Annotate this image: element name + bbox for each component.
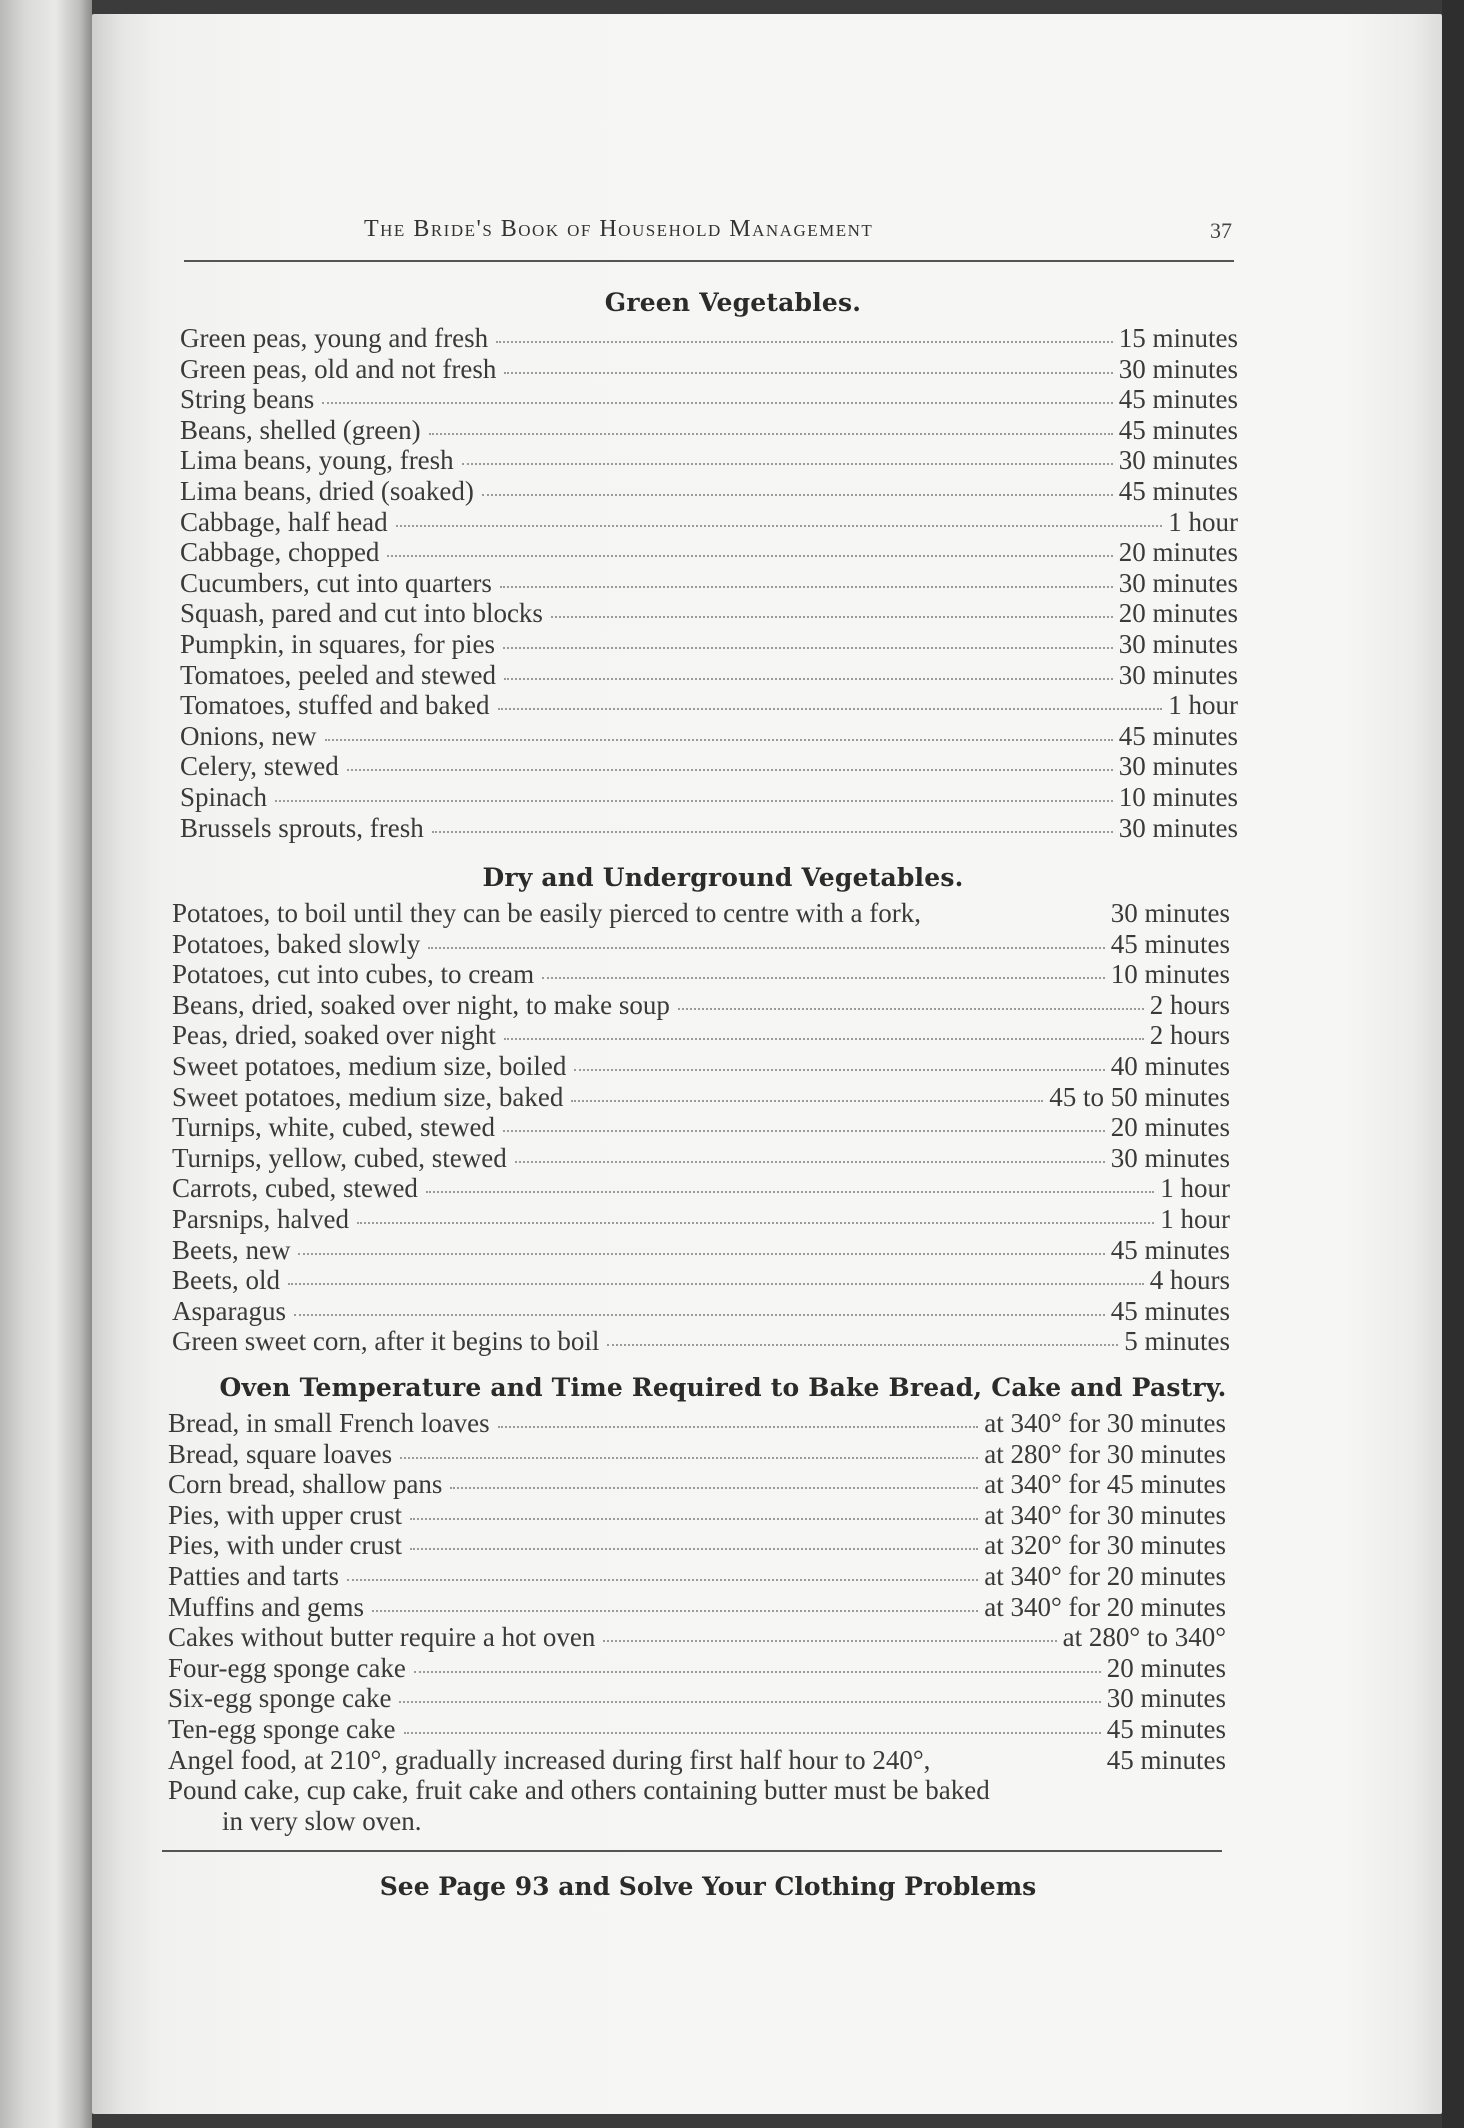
timetable-row (172, 1235, 1230, 1266)
row-value: 30 minutes (1118, 567, 1238, 598)
row-value: 30 minutes (1118, 659, 1238, 690)
leader-dots (322, 390, 1113, 404)
leader-dots (498, 1414, 979, 1428)
timetable-row (172, 1082, 1230, 1113)
row-label: Corn bread, shallow pans (168, 1469, 443, 1500)
row-value: 45 minutes (1110, 1295, 1230, 1326)
leader-dots (426, 1179, 1154, 1193)
book-cover-edge (1442, 0, 1464, 2128)
row-value: 20 minutes (1106, 1652, 1226, 1683)
timetable-row (180, 507, 1238, 538)
leader-dots (607, 1332, 1118, 1346)
row-label: Green peas, old and not fresh (180, 353, 497, 384)
row-label: Celery, stewed (180, 751, 339, 782)
leader-dots (498, 696, 1163, 710)
row-label: Lima beans, dried (soaked) (180, 475, 474, 506)
page-number: 37 (1210, 218, 1232, 243)
row-label: Green peas, young and fresh (180, 323, 489, 353)
leader-dots (347, 1567, 978, 1581)
row-label: Pumpkin, in squares, for pies (180, 628, 495, 659)
timetable-row (172, 1020, 1230, 1051)
leader-dots (404, 1720, 1101, 1734)
row-label: Potatoes, baked slowly (172, 928, 421, 959)
timetable-row (168, 1561, 1226, 1592)
row-label: Beets, new (172, 1234, 291, 1265)
row-value: at 340° for 45 minutes (984, 1469, 1226, 1500)
row-label: Ten-egg sponge cake (168, 1713, 396, 1744)
baking-note (168, 1775, 1226, 1836)
row-label: Onions, new (180, 720, 317, 751)
leader-dots (347, 757, 1113, 771)
row-label: Lima beans, young, fresh (180, 445, 454, 476)
row-value: 1 hour (1168, 506, 1238, 537)
leader-dots (542, 965, 1105, 979)
leader-dots (504, 666, 1113, 680)
timetable-row (180, 415, 1238, 446)
leader-dots (357, 1210, 1154, 1224)
row-label: Four-egg sponge cake (168, 1652, 406, 1683)
row-label: Asparagus (172, 1295, 286, 1326)
row-value: at 320° for 30 minutes (984, 1530, 1226, 1561)
leader-dots (503, 1118, 1105, 1132)
timetable-row (172, 1112, 1230, 1143)
row-label: Tomatoes, stuffed and baked (180, 690, 490, 721)
leader-dots (387, 543, 1112, 557)
row-value: 2 hours (1149, 989, 1230, 1020)
leader-dots (603, 1628, 1056, 1642)
row-value: 30 minutes (1118, 628, 1238, 659)
baking-note-line-1: Pound cake, cup cake, fruit cake and others containing butter must be baked (168, 1775, 990, 1806)
row-value: 30 minutes (1106, 1683, 1226, 1714)
row-value: at 280° to 340° (1062, 1622, 1226, 1653)
leader-dots (298, 1241, 1104, 1255)
leader-dots (429, 421, 1113, 435)
leader-dots (288, 1271, 1144, 1285)
timetable-row (172, 1173, 1230, 1204)
row-label: Sweet potatoes, medium size, baked (172, 1081, 564, 1112)
row-label: Brussels sprouts, fresh (180, 812, 424, 843)
row-value: 30 minutes (1118, 812, 1238, 843)
row-value: 1 hour (1160, 1204, 1230, 1235)
row-value: 15 minutes (1118, 323, 1238, 353)
row-value: 45 minutes (1110, 928, 1230, 959)
timetable-row (172, 929, 1230, 960)
row-label: Muffins and gems (168, 1591, 364, 1622)
leader-dots (503, 635, 1113, 649)
timetable-row (168, 1469, 1226, 1500)
leader-dots (400, 1445, 978, 1459)
leader-dots (500, 574, 1113, 588)
row-label: Cabbage, chopped (180, 537, 380, 568)
timetable-row (168, 1622, 1226, 1653)
green-vegetables-list (180, 323, 1238, 843)
timetable-row (168, 1408, 1226, 1439)
row-value: 30 minutes (1118, 353, 1238, 384)
row-label: Angel food, at 210°, gradually increased during first half hour to 240°, (168, 1744, 931, 1775)
row-value: 45 minutes (1118, 475, 1238, 506)
row-label: Carrots, cubed, stewed (172, 1173, 418, 1204)
row-label: Pies, with upper crust (168, 1499, 402, 1530)
leader-dots (504, 1026, 1144, 1040)
page-content (168, 210, 1238, 1901)
timetable-row (180, 629, 1238, 660)
footer-advert: See Page 93 and Solve Your Clothing Problems (379, 1872, 1037, 1902)
section-heading-green-vegetables: Green Vegetables. (604, 288, 862, 317)
timetable-row (172, 1296, 1230, 1327)
row-label: Beans, shelled (green) (180, 414, 421, 445)
timetable-row (180, 690, 1238, 721)
leader-dots (396, 513, 1163, 527)
leader-dots (410, 1536, 978, 1550)
row-label: String beans (180, 384, 315, 415)
row-label: Beans, dried, soaked over night, to make soup (172, 989, 670, 1020)
row-value: 10 minutes (1110, 959, 1230, 990)
row-value: 10 minutes (1118, 781, 1238, 812)
row-label: Pies, with under crust (168, 1530, 402, 1561)
leader-dots (275, 788, 1113, 802)
row-label: Spinach (180, 781, 267, 812)
row-label: Bread, square loaves (168, 1438, 393, 1469)
timetable-row (180, 721, 1238, 752)
row-label: Bread, in small French loaves (168, 1408, 490, 1438)
row-label: Sweet potatoes, medium size, boiled (172, 1051, 567, 1082)
row-label: Beets, old (172, 1265, 280, 1296)
leader-dots (410, 1506, 978, 1520)
timetable-row (172, 990, 1230, 1021)
row-label: Patties and tarts (168, 1560, 339, 1591)
row-value: 30 minutes (1110, 898, 1230, 929)
timetable-row (168, 1592, 1226, 1623)
leader-dots (325, 727, 1113, 741)
row-label: Turnips, white, cubed, stewed (172, 1112, 495, 1143)
leader-dots (428, 935, 1105, 949)
dry-vegetables-list (172, 898, 1230, 1357)
leader-dots (294, 1302, 1105, 1316)
timetable-row (168, 1439, 1226, 1470)
row-value: 5 minutes (1124, 1326, 1230, 1357)
timetable-row (168, 1745, 1226, 1776)
timetable-row (168, 1530, 1226, 1561)
row-value: 45 to 50 minutes (1049, 1081, 1230, 1112)
timetable-row (172, 1204, 1230, 1235)
oven-temperature-list (168, 1408, 1226, 1775)
leader-dots (938, 1753, 1100, 1765)
row-label: Six-egg sponge cake (168, 1683, 392, 1714)
leader-dots (678, 996, 1144, 1010)
timetable-row (168, 1653, 1226, 1684)
row-value: 4 hours (1149, 1265, 1230, 1296)
leader-dots (571, 1088, 1043, 1102)
running-title: The Bride's Book of Household Management (364, 216, 874, 242)
timetable-row (180, 476, 1238, 507)
row-label: Potatoes, cut into cubes, to cream (172, 959, 535, 990)
section-heading-oven-temperature: Oven Temperature and Time Required to Bake Bread, Cake and Pastry. (219, 1373, 1227, 1402)
row-label: Cabbage, half head (180, 506, 388, 537)
timetable-row (172, 1265, 1230, 1296)
timetable-row (168, 1500, 1226, 1531)
timetable-row (180, 537, 1238, 568)
timetable-row (172, 1143, 1230, 1174)
leader-dots (504, 360, 1112, 374)
leader-dots (482, 482, 1113, 496)
timetable-row (180, 782, 1238, 813)
baking-note-line-2: in very slow oven. (222, 1805, 422, 1836)
leader-dots (372, 1598, 978, 1612)
row-value: 40 minutes (1110, 1051, 1230, 1082)
timetable-row (168, 1714, 1226, 1745)
row-label: Parsnips, halved (172, 1204, 349, 1235)
timetable-row (180, 568, 1238, 599)
leader-dots (515, 1149, 1105, 1163)
row-value: 45 minutes (1106, 1744, 1226, 1775)
row-value: at 340° for 30 minutes (984, 1408, 1226, 1438)
row-value: 45 minutes (1118, 384, 1238, 415)
timetable-row (172, 898, 1230, 929)
leader-dots (551, 604, 1113, 618)
row-value: 20 minutes (1118, 598, 1238, 629)
row-value: 2 hours (1149, 1020, 1230, 1051)
row-value: 20 minutes (1110, 1112, 1230, 1143)
leader-dots (574, 1057, 1104, 1071)
row-value: 30 minutes (1118, 445, 1238, 476)
row-label: Peas, dried, soaked over night (172, 1020, 496, 1051)
leader-dots (462, 451, 1113, 465)
timetable-row (180, 751, 1238, 782)
timetable-row (180, 660, 1238, 691)
row-label: Tomatoes, peeled and stewed (180, 659, 496, 690)
leader-dots (496, 329, 1113, 343)
row-value: 30 minutes (1110, 1142, 1230, 1173)
row-label: Squash, pared and cut into blocks (180, 598, 543, 629)
row-label: Green sweet corn, after it begins to boil (172, 1326, 600, 1357)
timetable-row (168, 1683, 1226, 1714)
row-label: Turnips, yellow, cubed, stewed (172, 1142, 507, 1173)
row-value: 45 minutes (1118, 414, 1238, 445)
book-gutter (0, 0, 92, 2128)
timetable-row (172, 1326, 1230, 1357)
leader-dots (414, 1659, 1101, 1673)
footer-rule (162, 1850, 1222, 1852)
row-label: Cucumbers, cut into quarters (180, 567, 492, 598)
row-value: at 280° for 30 minutes (984, 1438, 1226, 1469)
row-value: 1 hour (1160, 1173, 1230, 1204)
timetable-row (180, 445, 1238, 476)
timetable-row (180, 354, 1238, 385)
timetable-row (172, 959, 1230, 990)
leader-dots (432, 819, 1113, 833)
row-value: at 340° for 20 minutes (984, 1560, 1226, 1591)
timetable-row (172, 1051, 1230, 1082)
row-value: at 340° for 30 minutes (984, 1499, 1226, 1530)
row-value: 20 minutes (1118, 537, 1238, 568)
row-value: 45 minutes (1110, 1234, 1230, 1265)
running-header (184, 210, 1234, 262)
row-value: 45 minutes (1118, 720, 1238, 751)
row-value: 1 hour (1168, 690, 1238, 721)
timetable-row (180, 813, 1238, 844)
row-value: 45 minutes (1106, 1713, 1226, 1744)
row-value: at 340° for 20 minutes (984, 1591, 1226, 1622)
row-value: 30 minutes (1118, 751, 1238, 782)
row-label: Cakes without butter require a hot oven (168, 1622, 596, 1653)
leader-dots (399, 1689, 1100, 1703)
row-label: Potatoes, to boil until they can be easily pierced to centre with a fork, (172, 898, 922, 929)
leader-dots (929, 906, 1105, 918)
timetable-row (180, 323, 1238, 354)
timetable-row (180, 598, 1238, 629)
leader-dots (450, 1475, 978, 1489)
timetable-row (180, 384, 1238, 415)
section-heading-dry-vegetables: Dry and Underground Vegetables. (482, 863, 964, 893)
